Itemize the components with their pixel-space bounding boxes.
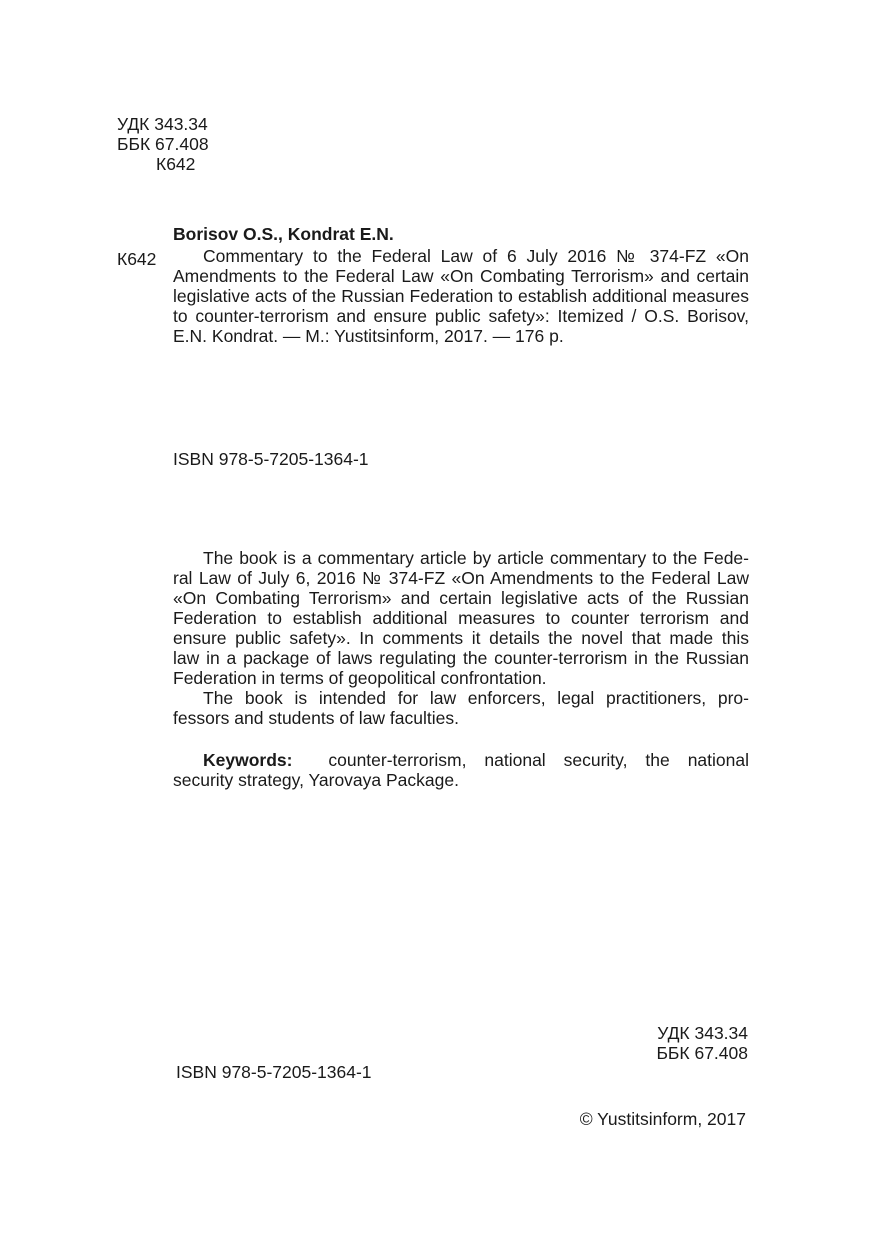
annotation-line: Federation to establish additional measures to counter terrorism and (173, 608, 749, 628)
citation-line: legislative acts of the Russian Federation to establish additional measures (173, 286, 749, 306)
annotation-line: law in a package of laws regulating the counter-terrorism in the Russian (173, 648, 749, 668)
bbk-code-top: ББК 67.408 (117, 134, 209, 154)
citation-description (173, 246, 749, 346)
cutter-code-top: К642 (156, 154, 196, 174)
bbk-code-bottom: ББК 67.408 (656, 1043, 748, 1063)
isbn-top: ISBN 978-5-7205-1364-1 (173, 449, 369, 469)
annotation-line: fessors and students of law faculties. (173, 708, 459, 728)
annotation-line: ral Law of July 6, 2016 № 374-FZ «On Amendments to the Federal Law (173, 568, 749, 588)
isbn-bottom: ISBN 978-5-7205-1364-1 (176, 1062, 372, 1082)
citation-line: to counter-terrorism and ensure public safety»: Itemized / O.S. Borisov, (173, 306, 749, 326)
keywords-line (173, 750, 749, 770)
keywords-line-2: security strategy, Yarovaya Package. (173, 770, 459, 790)
citation-line: Commentary to the Federal Law of 6 July 2016 № 374-FZ «On (203, 246, 749, 266)
citation-line: E.N. Kondrat. — M.: Yustitsinform, 2017. — 176 p. (173, 326, 564, 346)
keywords-label: Keywords: (203, 750, 293, 770)
cutter-code-citation: К642 (117, 249, 157, 269)
keywords-text: counter-terrorism, national security, the national (328, 750, 749, 770)
annotation-line: ensure public safety». In comments it details the novel that made this (173, 628, 749, 648)
citation-line: Amendments to the Federal Law «On Combating Terrorism» and certain (173, 266, 749, 286)
keywords-block (173, 750, 749, 790)
udk-code-bottom: УДК 343.34 (657, 1023, 748, 1043)
annotation-line: Federation in terms of geopolitical confrontation. (173, 668, 547, 688)
annotation-line: The book is intended for law enforcers, legal practitioners, pro- (203, 688, 749, 708)
annotation-line: The book is a commentary article by article commentary to the Fede- (203, 548, 749, 568)
copyright: © Yustitsinform, 2017 (579, 1109, 746, 1129)
annotation-line: «On Combating Terrorism» and certain legislative acts of the Russian (173, 588, 749, 608)
udk-code-top: УДК 343.34 (117, 114, 208, 134)
annotation (173, 548, 749, 728)
authors: Borisov O.S., Kondrat E.N. (173, 224, 394, 244)
